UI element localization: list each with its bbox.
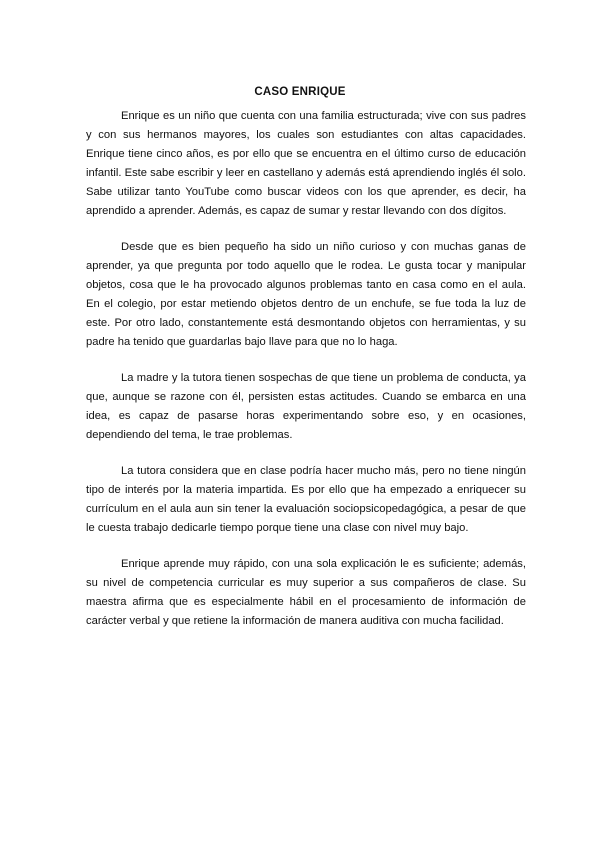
document-body <box>86 107 526 648</box>
paragraph: Enrique aprende muy rápido, con una sola explicación le es suficiente; además, su nivel de competencia curricular es muy superior a sus compañeros de clase. Su maestra afirma que es especialmente hábil en el procesamiento de información de carácter verbal y que retiene la información de manera auditiva con mucha facilidad. <box>86 558 526 627</box>
document-title: CASO ENRIQUE <box>254 86 346 98</box>
paragraph: Desde que es bien pequeño ha sido un niño curioso y con muchas ganas de aprender, ya que pregunta por todo aquello que le rodea. Le gusta tocar y manipular objetos, cosa que le ha provocado algunos problemas tanto en casa como en el aula. En el colegio, por estar metiendo objetos dentro de un enchufe, se fue toda la luz de este. Por otro lado, constantemente está desmontando objetos con herramientas, y su padre ha tenido que guardarlas bajo llave para que no lo haga. <box>86 241 526 348</box>
paragraph: La madre y la tutora tienen sospechas de que tiene un problema de conducta, ya que, aunque se razone con él, persisten estas actitudes. Cuando se embarca en una idea, es capaz de pasarse horas experimentando sobre eso, y en ocasiones, dependiendo del tema, le trae problemas. <box>86 372 526 441</box>
paragraph: Enrique es un niño que cuenta con una familia estructurada; vive con sus padres y con sus hermanos mayores, los cuales son estudiantes con altas capacidades. Enrique tiene cinco años, es por ello que se encuentra en el último curso de educación infantil. Este sabe escribir y leer en castellano y además está aprendiendo inglés él solo. Sabe utilizar tanto YouTube como buscar videos con los que aprender, es decir, ha aprendido a aprender. Además, es capaz de sumar y restar llevando con dos dígitos. <box>86 110 526 217</box>
paragraph: La tutora considera que en clase podría hacer mucho más, pero no tiene ningún tipo de interés por la materia impartida. Es por ello que ha empezado a enriquecer su currículum en el aula aun sin tener la evaluación sociopsicopedagógica, a pesar de que le cuesta trabajo dedicarle tiempo porque tiene una clase con nivel muy bajo. <box>86 465 526 534</box>
